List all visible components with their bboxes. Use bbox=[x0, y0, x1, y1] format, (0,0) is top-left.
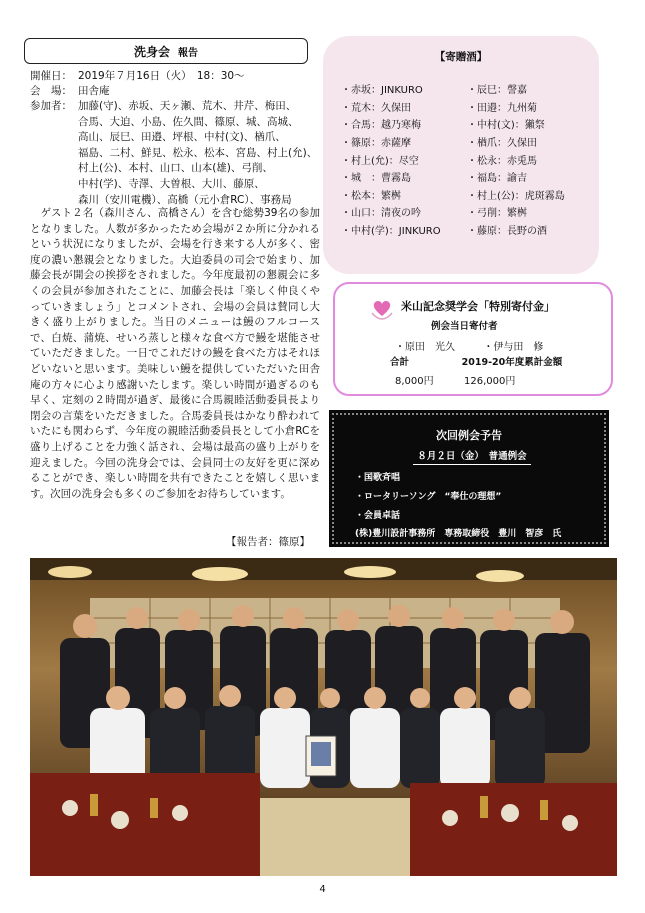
sake-row bbox=[341, 186, 591, 204]
sake-row bbox=[341, 221, 591, 239]
cumulative-amount: 126,000円 bbox=[464, 376, 516, 387]
report-title: 洗身会 bbox=[133, 44, 170, 59]
sake-row bbox=[341, 133, 591, 151]
cumulative-label: 2019-20年度累計金額 bbox=[461, 357, 563, 368]
attendees-line: 合馬、大迫、小島、佐久間、篠原、城、高城、 bbox=[78, 115, 299, 128]
scholarship-labels bbox=[390, 354, 562, 368]
report-title-suffix: 報告 bbox=[178, 47, 198, 59]
sake-entry: ・村上(允)：尽空 bbox=[341, 155, 419, 167]
scholarship-amounts bbox=[395, 372, 515, 387]
sake-entry: ・赤坂：JINKURO bbox=[341, 85, 423, 97]
meta-date-label: 開催日： bbox=[30, 70, 72, 82]
sake-entry: ・中村(学)：JINKURO bbox=[341, 226, 441, 238]
sake-list bbox=[341, 80, 591, 238]
next-meeting-date: ８月２日（金） 普通例会 bbox=[413, 448, 531, 465]
scholarship-box bbox=[333, 282, 613, 396]
sake-row bbox=[341, 168, 591, 186]
sake-row bbox=[341, 150, 591, 168]
attendees-line: 村上(公)、本村、山口、山本(雄)、弓削、 bbox=[78, 162, 273, 175]
next-meeting-panel bbox=[329, 410, 609, 547]
report-body bbox=[30, 206, 320, 502]
attendees-line: 加藤(守)、赤坂、天ヶ瀬、荒木、井芹、梅田、 bbox=[78, 100, 297, 112]
attendees-line: 中村(学)、寺澤、大曽根、大川、藤原、 bbox=[78, 177, 265, 190]
sake-entry: ・篠原：赤薩摩 bbox=[341, 138, 411, 150]
scholarship-subtitle: 例会当日寄付者 bbox=[431, 321, 498, 332]
sake-entry: ・中村(文)：獺祭 bbox=[467, 120, 545, 132]
report-title-box bbox=[24, 38, 308, 64]
sake-entry: ・合馬：越乃寒梅 bbox=[341, 120, 421, 132]
next-meeting-title: 次回例会予告 bbox=[436, 429, 502, 442]
attendees-label: 参加者： bbox=[30, 100, 72, 112]
attendees-line: 福島、二村、鮮見、松永、松本、宮島、村上(允)、 bbox=[78, 146, 318, 159]
sake-title: 【寄贈酒】 bbox=[434, 51, 488, 63]
meta-venue-row bbox=[30, 84, 320, 99]
sake-entry: ・藤原：長野の酒 bbox=[467, 226, 547, 238]
meta-venue-label: 会 場： bbox=[30, 85, 72, 97]
report-paragraph: ゲスト２名（森川さん、高橋さん）を含む総勢39名の参加となりました。人数が多かったため会場が２か所に分かれるという状況になりましたが、会場を行き来する人が多く、密度の濃い懇親会となりました。大迫委員の司会で始まり、加藤会長が開会の挨拶をされました。今年度最初の懇親会に多くの会員が参加されたことに、加藤会長は「楽しく仲良くやっていきましょう」とコメントされ、会場の会員は賛同し大きく盛り上がりました。当日のメニューは鰻のフルコースで、白焼、蒲焼、せいろ蒸しと様々な食べ方で鰻を堪能させていただきました。一日でこれだけの鰻を食べた方はそれほどいないと思います。美味しい鰻を提供していただいた田舎庵の方々に心より感謝いたします。楽しい時間が過ぎるのも早く、定刻の２時間が過ぎ、最後に合馬親睦活動委員長より閉会の言葉をいただきました。合馬委員長はかなり酔われていたにも関わらず、今年度の親睦活動委員長として小倉RCを盛り上げることを力強く話され、会場は最高の盛り上がりを迎えました。今回の洗身会では、会員同士の友好を更に深めることができ、楽しい時間を共有できたことを嬉しく思います。次回の洗身会も多くのご参加をお待ちしています。 bbox=[30, 207, 320, 500]
sake-row bbox=[341, 98, 591, 116]
attendees-line: 森川（安川電機）、高橋（元小倉RC）、事務局 bbox=[78, 193, 292, 206]
sake-entry: ・松本：繁桝 bbox=[341, 190, 401, 202]
scholarship-donors bbox=[395, 338, 543, 353]
meta-date-row bbox=[30, 69, 320, 84]
sake-entry: ・弓削：繁桝 bbox=[467, 208, 527, 220]
sake-entry: ・村上(公)：虎斑霧島 bbox=[467, 190, 565, 202]
sake-row bbox=[341, 80, 591, 98]
sake-donation-panel bbox=[323, 36, 599, 274]
next-meeting-item: ・会員卓話 bbox=[355, 511, 401, 521]
sake-row bbox=[341, 203, 591, 221]
next-meeting-item: ・国歌斉唱 bbox=[355, 473, 401, 483]
reporter-credit: 【報告者：篠原】 bbox=[226, 536, 310, 548]
group-photo bbox=[30, 558, 617, 876]
sake-row bbox=[341, 115, 591, 133]
scholarship-title: 米山記念奨学会「特別寄付金」 bbox=[401, 300, 555, 313]
next-meeting-item: ・ロータリーソング “奉仕の理想” bbox=[355, 492, 502, 502]
attendees-list bbox=[78, 99, 322, 208]
sake-entry: ・城 ：曹霧島 bbox=[341, 173, 411, 185]
meta-venue-value: 田舎庵 bbox=[78, 85, 110, 97]
page-number: 4 bbox=[319, 884, 326, 895]
sake-entry: ・福島：諭吉 bbox=[467, 173, 527, 185]
total-label: 合計 bbox=[390, 357, 410, 368]
next-meeting-speaker: (株)豊川設計事務所 専務取締役 豊川 智彦 氏 bbox=[355, 529, 562, 539]
attendees-line: 高山、辰巳、田邉、坪根、中村(文)、楢爪、 bbox=[78, 131, 286, 144]
total-amount: 8,000円 bbox=[395, 376, 434, 387]
sake-entry: ・田邉：九州菊 bbox=[467, 102, 537, 114]
donor-name: ・原田 光久 bbox=[395, 342, 455, 353]
sake-entry: ・松永：赤兎馬 bbox=[467, 155, 537, 167]
report-meta bbox=[30, 69, 320, 99]
heart-hands-icon bbox=[369, 296, 395, 322]
attendees-block bbox=[30, 99, 322, 208]
sake-entry: ・楢爪：久保田 bbox=[467, 138, 537, 150]
sake-entry: ・荒木：久保田 bbox=[341, 102, 411, 114]
sake-entry: ・辰巳：謦嘉 bbox=[467, 85, 527, 97]
sake-entry: ・山口：清夜の吟 bbox=[341, 208, 421, 220]
group-photo-illustration bbox=[30, 558, 617, 876]
donor-name: ・伊与田 修 bbox=[483, 342, 544, 353]
meta-date-value: 2019年７月16日（火） 18：30～ bbox=[78, 70, 245, 82]
